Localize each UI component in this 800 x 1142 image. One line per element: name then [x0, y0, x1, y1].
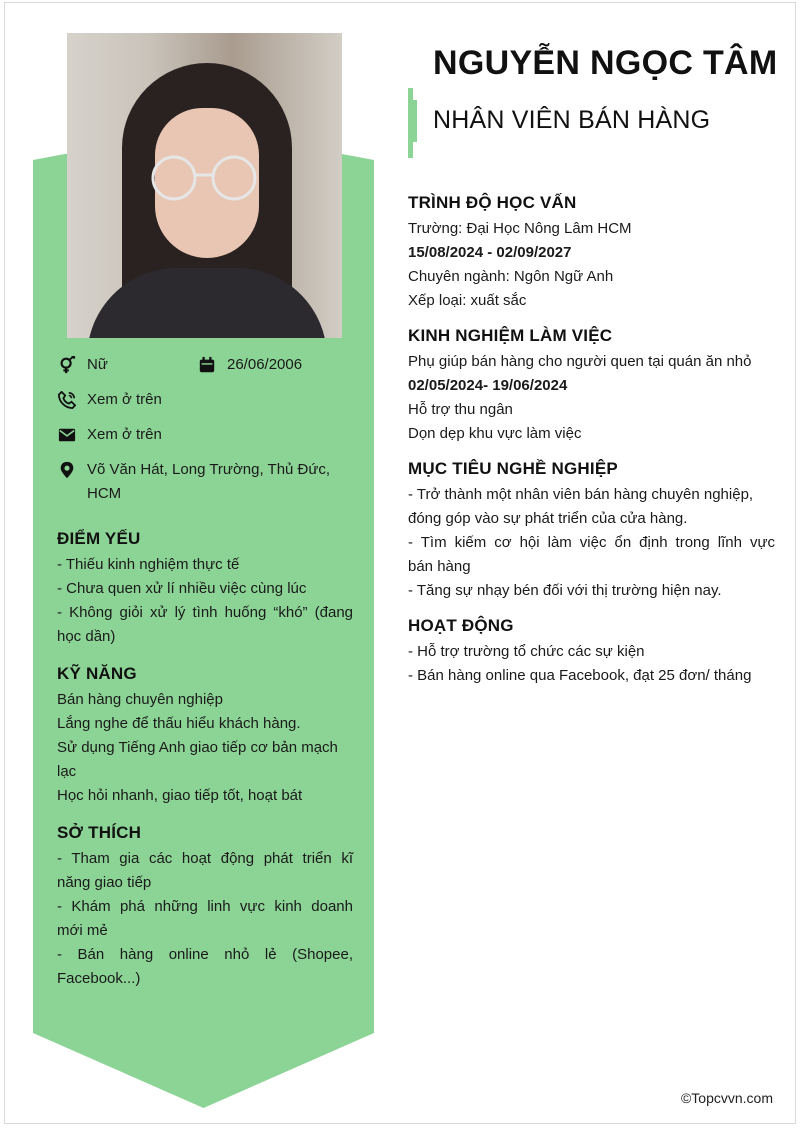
- footer-credit: ©Topcvvn.com: [680, 1090, 773, 1106]
- objective-line: - Tìm kiếm cơ hội làm việc ổn định trong lĩnh vực: [408, 534, 775, 551]
- accent-bar-inner: [413, 100, 417, 142]
- education-grade: Xếp loại: xuất sắc: [408, 292, 527, 309]
- profile-photo: [67, 33, 342, 338]
- birthday-value: 26/06/2006: [227, 356, 303, 373]
- weakness-line: học dần): [57, 628, 116, 645]
- hobby-line: - Khám phá những linh vực kinh doanh: [57, 898, 353, 915]
- email-value: Xem ở trên: [87, 426, 162, 443]
- job-title: NHÂN VIÊN BÁN HÀNG: [433, 106, 711, 134]
- weakness-line: - Thiếu kinh nghiệm thực tế: [57, 556, 240, 573]
- weakness-line: - Không giỏi xử lý tình huống “khó” (đang: [57, 604, 353, 621]
- education-title: TRÌNH ĐỘ HỌC VẤN: [408, 193, 577, 212]
- email-row: [58, 423, 358, 447]
- objective-title: MỤC TIÊU NGHỀ NGHIỆP: [408, 459, 618, 478]
- hobby-line: - Bán hàng online nhỏ lẻ (Shopee,: [57, 946, 353, 963]
- experience-role: Phụ giúp bán hàng cho người quen tại quán ăn nhỏ: [408, 353, 752, 370]
- weaknesses-title: ĐIỂM YẾU: [57, 529, 141, 548]
- phone-value: Xem ở trên: [87, 391, 162, 408]
- education-period: 15/08/2024 - 02/09/2027: [408, 244, 572, 261]
- skills-title: KỸ NĂNG: [57, 664, 137, 683]
- objective-line: đóng góp vào sự phát triển của cửa hàng.: [408, 510, 688, 527]
- hobby-line: năng giao tiếp: [57, 874, 152, 891]
- experience-title: KINH NGHIỆM LÀM VIỆC: [408, 326, 613, 345]
- skill-line: Sử dụng Tiếng Anh giao tiếp cơ bản mạch: [57, 739, 338, 756]
- skill-line: Bán hàng chuyên nghiệp: [57, 691, 223, 708]
- skills-section: [57, 662, 353, 808]
- skill-line: Lắng nghe để thấu hiểu khách hàng.: [57, 715, 301, 732]
- weaknesses-section: [57, 527, 353, 649]
- candidate-name: NGUYỄN NGỌC TÂM: [433, 44, 778, 82]
- gender-icon: [58, 356, 76, 374]
- weakness-line: - Chưa quen xử lí nhiều việc cùng lúc: [57, 580, 307, 597]
- phone-row: [58, 388, 358, 412]
- objective-line: - Trở thành một nhân viên bán hàng chuyên nghiệp,: [408, 486, 754, 503]
- activities-title: HOẠT ĐỘNG: [408, 616, 514, 635]
- education-section: [408, 191, 775, 313]
- skill-line: Học hỏi nhanh, giao tiếp tốt, hoạt bát: [57, 787, 303, 804]
- address-line-1: Võ Văn Hát, Long Trường, Thủ Đức,: [87, 461, 331, 478]
- hobbies-section: [57, 821, 353, 991]
- activities-section: [408, 614, 775, 688]
- activity-line: - Bán hàng online qua Facebook, đạt 25 đơn/ tháng: [408, 667, 752, 684]
- hobbies-title: SỞ THÍCH: [57, 823, 142, 842]
- objective-line: bán hàng: [408, 558, 471, 575]
- objective-line: - Tăng sự nhạy bén đối với thị trường hiện nay.: [408, 582, 722, 599]
- gender-birthday-row: [58, 353, 358, 377]
- experience-section: [408, 324, 775, 446]
- activity-line: - Hỗ trợ trường tổ chức các sự kiện: [408, 643, 645, 660]
- address-line-2: HCM: [87, 485, 122, 502]
- experience-period: 02/05/2024- 19/06/2024: [408, 377, 568, 394]
- hobby-line: - Tham gia các hoạt động phát triển kĩ: [57, 850, 353, 867]
- objective-section: [408, 457, 775, 603]
- calendar-icon: [198, 356, 216, 374]
- location-pin-icon: [58, 461, 76, 479]
- experience-duty: Dọn dẹp khu vực làm việc: [408, 425, 582, 442]
- hobby-line: Facebook...): [57, 970, 141, 987]
- contact-info: [58, 353, 358, 517]
- address-row: [58, 458, 358, 506]
- hobby-line: mới mẻ: [57, 922, 108, 939]
- experience-duty: Hỗ trợ thu ngân: [408, 401, 513, 418]
- gender-value: Nữ: [87, 356, 108, 373]
- skill-line: lạc: [57, 763, 77, 780]
- education-major: Chuyên ngành: Ngôn Ngữ Anh: [408, 268, 614, 285]
- email-icon: [58, 426, 76, 444]
- education-school: Trường: Đại Học Nông Lâm HCM: [408, 220, 632, 237]
- phone-icon: [58, 391, 76, 409]
